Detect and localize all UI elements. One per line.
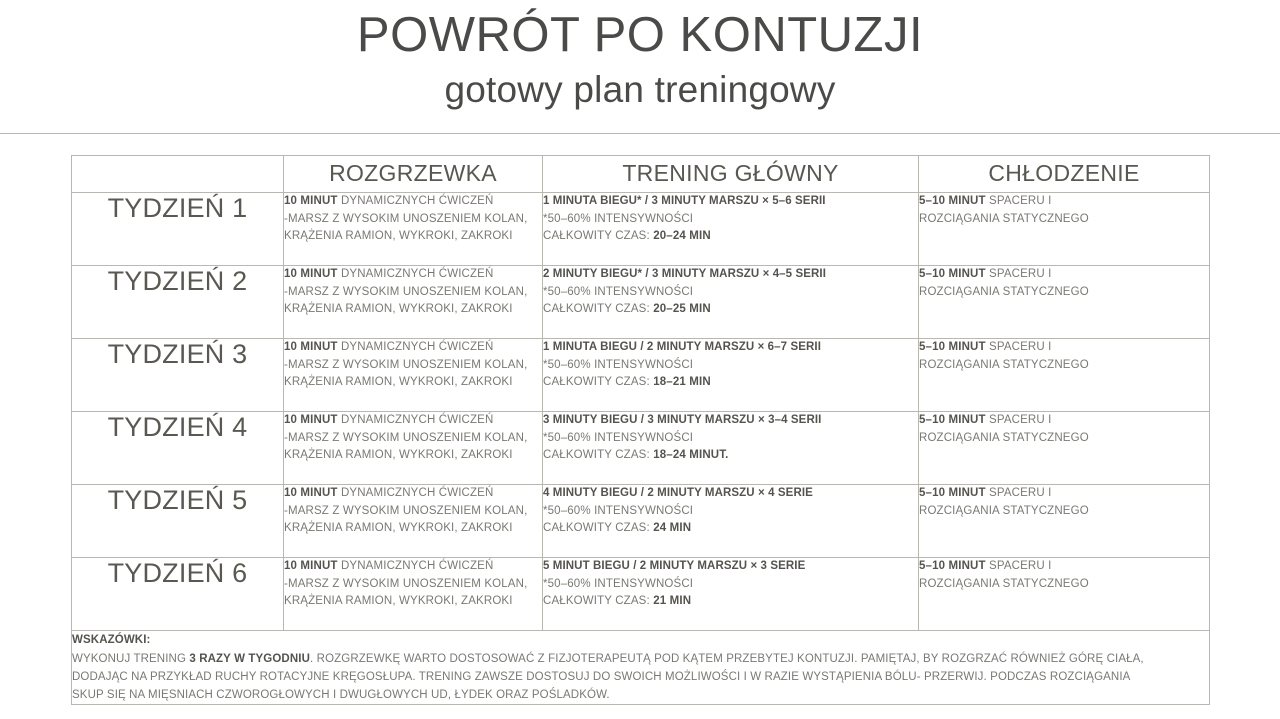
warmup-cell <box>284 412 543 485</box>
main-intervals: 1 MINUTA BIEGU / 2 MINUTY MARSZU × 6–7 SERII <box>543 341 821 353</box>
week-label: TYDZIEŃ 6 <box>72 558 284 631</box>
warmup-line-3: KRĄŻENIA RAMION, WYKROKI, ZAKROKI <box>284 376 513 388</box>
main-intervals: 1 MINUTA BIEGU* / 3 MINUTY MARSZU × 5–6 SERII <box>543 195 826 207</box>
cooldown-line-2: ROZCIĄGANIA STATYCZNEGO <box>919 577 1089 590</box>
warmup-cell <box>284 266 543 339</box>
cooldown-line-2: ROZCIĄGANIA STATYCZNEGO <box>919 431 1089 444</box>
warmup-line-2: -MARSZ Z WYSOKIM UNOSZENIEM KOLAN, <box>284 431 528 444</box>
warmup-text: DYNAMICZNYCH ĆWICZEŃ <box>337 487 494 499</box>
cooldown-cell <box>919 266 1210 339</box>
warmup-line-3: KRĄŻENIA RAMION, WYKROKI, ZAKROKI <box>284 449 513 461</box>
table-row <box>72 558 1210 631</box>
warmup-text: DYNAMICZNYCH ĆWICZEŃ <box>337 195 494 207</box>
page-title: POWRÓT PO KONTUZJI <box>356 8 924 62</box>
warmup-text: DYNAMICZNYCH ĆWICZEŃ <box>337 560 494 572</box>
cooldown-duration: 5–10 MINUT <box>919 268 986 280</box>
warmup-duration: 10 MINUT <box>284 268 338 280</box>
cooldown-duration: 5–10 MINUT <box>919 195 986 207</box>
main-total-time: CAŁKOWITY CZAS: 24 MIN <box>543 522 692 534</box>
warmup-line-2: -MARSZ Z WYSOKIM UNOSZENIEM KOLAN, <box>284 212 528 225</box>
warmup-line-2: -MARSZ Z WYSOKIM UNOSZENIEM KOLAN, <box>284 504 528 517</box>
main-workout-cell <box>543 412 919 485</box>
cooldown-text: SPACERU I <box>985 414 1052 426</box>
column-header-cooldown: CHŁODZENIE <box>919 156 1210 193</box>
tips-line-1: WYKONUJ TRENING 3 RAZY W TYGODNIU. ROZGRZEWKĘ WARTO DOSTOSOWAĆ Z FIZJOTERAPEUTĄ POD KĄTEM PRZEBYTEJ KONTUZJI. PAMIĘTAJ, BY ROZGRZAĆ RÓWNIEŻ GÓRĘ CIAŁA, <box>72 653 1144 665</box>
column-header-main: TRENING GŁÓWNY <box>543 156 919 193</box>
main-total-time-value: 24 MIN <box>653 522 692 534</box>
table-row <box>72 193 1210 266</box>
main-total-time: CAŁKOWITY CZAS: 20–24 MIN <box>543 230 711 242</box>
cooldown-cell <box>919 558 1210 631</box>
warmup-text: DYNAMICZNYCH ĆWICZEŃ <box>337 341 494 353</box>
tips-line-3: SKUP SIĘ NA MIĘSNIACH CZWOROGŁOWYCH I DWUGŁOWYCH UD, ŁYDEK ORAZ POŚLADKÓW. <box>72 689 610 701</box>
cooldown-duration: 5–10 MINUT <box>919 560 986 572</box>
warmup-line-3: KRĄŻENIA RAMION, WYKROKI, ZAKROKI <box>284 522 513 534</box>
cooldown-duration: 5–10 MINUT <box>919 341 986 353</box>
cooldown-duration: 5–10 MINUT <box>919 487 986 499</box>
main-total-time: CAŁKOWITY CZAS: 18–24 MINUT. <box>543 449 729 461</box>
warmup-cell <box>284 485 543 558</box>
table-row <box>72 339 1210 412</box>
warmup-line-2: -MARSZ Z WYSOKIM UNOSZENIEM KOLAN, <box>284 285 528 298</box>
warmup-text: DYNAMICZNYCH ĆWICZEŃ <box>337 414 494 426</box>
main-intensity: *50–60% INTENSYWNOŚCI <box>543 212 694 225</box>
cooldown-line-2: ROZCIĄGANIA STATYCZNEGO <box>919 285 1089 298</box>
main-intensity: *50–60% INTENSYWNOŚCI <box>543 504 694 517</box>
main-intervals: 5 MINUT BIEGU / 2 MINUTY MARSZU × 3 SERIE <box>543 560 806 572</box>
table-row <box>72 412 1210 485</box>
cooldown-text: SPACERU I <box>985 195 1052 207</box>
cooldown-cell <box>919 412 1210 485</box>
table-body <box>72 193 1210 631</box>
main-intensity: *50–60% INTENSYWNOŚCI <box>543 431 694 444</box>
week-label: TYDZIEŃ 1 <box>72 193 284 266</box>
main-workout-cell <box>543 339 919 412</box>
warmup-line-3: KRĄŻENIA RAMION, WYKROKI, ZAKROKI <box>284 303 513 315</box>
main-intensity: *50–60% INTENSYWNOŚCI <box>543 358 694 371</box>
warmup-duration: 10 MINUT <box>284 414 338 426</box>
main-intervals: 4 MINUTY BIEGU / 2 MINUTY MARSZU × 4 SERIE <box>543 487 813 499</box>
main-workout-cell <box>543 193 919 266</box>
cooldown-duration: 5–10 MINUT <box>919 414 986 426</box>
week-label: TYDZIEŃ 3 <box>72 339 284 412</box>
cooldown-cell <box>919 339 1210 412</box>
main-total-time-value: 21 MIN <box>653 595 692 607</box>
column-header-week <box>72 156 284 193</box>
main-total-time: CAŁKOWITY CZAS: 21 MIN <box>543 595 692 607</box>
main-total-time: CAŁKOWITY CZAS: 18–21 MIN <box>543 376 711 388</box>
main-total-time-value: 20–25 MIN <box>653 303 711 315</box>
week-label: TYDZIEŃ 2 <box>72 266 284 339</box>
warmup-text: DYNAMICZNYCH ĆWICZEŃ <box>337 268 494 280</box>
main-total-time: CAŁKOWITY CZAS: 20–25 MIN <box>543 303 711 315</box>
tips-heading: WSKAZÓWKI: <box>72 634 151 646</box>
plan-table-container <box>71 155 1209 705</box>
cooldown-text: SPACERU I <box>985 268 1052 280</box>
training-plan-table <box>71 155 1210 705</box>
cooldown-cell <box>919 193 1210 266</box>
main-intensity: *50–60% INTENSYWNOŚCI <box>543 285 694 298</box>
column-header-warmup: ROZGRZEWKA <box>284 156 543 193</box>
table-row <box>72 266 1210 339</box>
warmup-line-3: KRĄŻENIA RAMION, WYKROKI, ZAKROKI <box>284 595 513 607</box>
tips-cell <box>72 631 1210 705</box>
main-workout-cell <box>543 485 919 558</box>
cooldown-cell <box>919 485 1210 558</box>
warmup-line-2: -MARSZ Z WYSOKIM UNOSZENIEM KOLAN, <box>284 577 528 590</box>
main-workout-cell <box>543 558 919 631</box>
title-divider <box>0 133 1280 134</box>
cooldown-line-2: ROZCIĄGANIA STATYCZNEGO <box>919 212 1089 225</box>
warmup-duration: 10 MINUT <box>284 487 338 499</box>
page-title-block <box>0 0 1280 114</box>
week-label: TYDZIEŃ 4 <box>72 412 284 485</box>
main-total-time-value: 18–21 MIN <box>653 376 711 388</box>
tips-line-2: DODAJĄC NA PRZYKŁAD RUCHY ROTACYJNE KRĘGOSŁUPA. TRENING ZAWSZE DOSTOSUJ DO SWOICH MOŻLIWOŚCI I W RAZIE WYSTĄPIENIA BÓLU- PRZERWIJ. PODCZAS ROZCIĄGANIA <box>72 671 1131 683</box>
cooldown-text: SPACERU I <box>985 560 1052 572</box>
cooldown-text: SPACERU I <box>985 487 1052 499</box>
warmup-cell <box>284 558 543 631</box>
warmup-duration: 10 MINUT <box>284 195 338 207</box>
cooldown-line-2: ROZCIĄGANIA STATYCZNEGO <box>919 504 1089 517</box>
table-row <box>72 485 1210 558</box>
main-workout-cell <box>543 266 919 339</box>
cooldown-text: SPACERU I <box>985 341 1052 353</box>
warmup-duration: 10 MINUT <box>284 341 338 353</box>
main-intervals: 2 MINUTY BIEGU* / 3 MINUTY MARSZU × 4–5 SERII <box>543 268 827 280</box>
warmup-line-3: KRĄŻENIA RAMION, WYKROKI, ZAKROKI <box>284 230 513 242</box>
warmup-cell <box>284 193 543 266</box>
warmup-line-2: -MARSZ Z WYSOKIM UNOSZENIEM KOLAN, <box>284 358 528 371</box>
warmup-duration: 10 MINUT <box>284 560 338 572</box>
warmup-cell <box>284 339 543 412</box>
main-intensity: *50–60% INTENSYWNOŚCI <box>543 577 694 590</box>
week-label: TYDZIEŃ 5 <box>72 485 284 558</box>
page-subtitle: gotowy plan treningowy <box>444 69 836 110</box>
cooldown-line-2: ROZCIĄGANIA STATYCZNEGO <box>919 358 1089 371</box>
table-header-row <box>72 156 1210 193</box>
main-total-time-value: 18–24 MINUT. <box>653 449 729 461</box>
tips-row <box>72 631 1210 705</box>
main-intervals: 3 MINUTY BIEGU / 3 MINUTY MARSZU × 3–4 SERII <box>543 414 822 426</box>
main-total-time-value: 20–24 MIN <box>653 230 711 242</box>
